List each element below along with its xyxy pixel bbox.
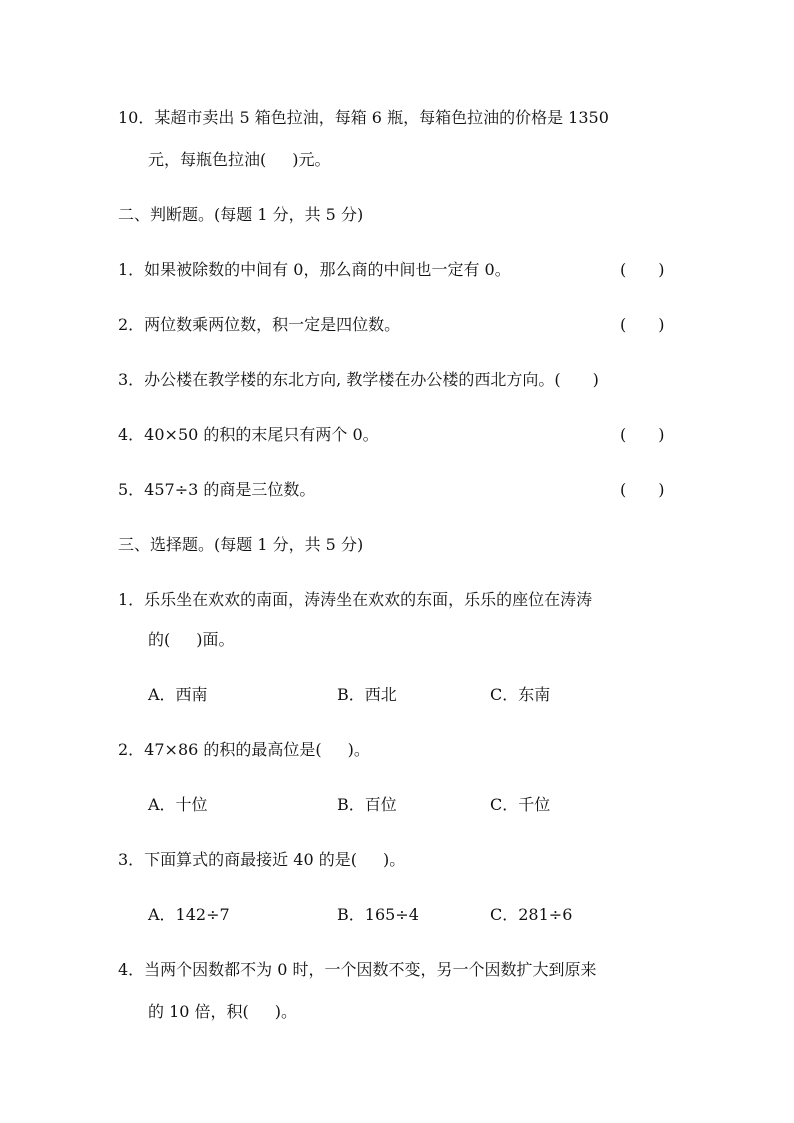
mc-q1-option-a[interactable]: A．西南 bbox=[148, 685, 208, 704]
mc-q2-option-b[interactable]: B．百位 bbox=[337, 795, 397, 814]
mc-q4-line2-text: 的 10 倍，积( bbox=[148, 1002, 249, 1021]
tf-item-4-text: 4．40×50 的积的末尾只有两个 0。 bbox=[118, 425, 379, 444]
mc-q2-option-c[interactable]: C．千位 bbox=[490, 795, 551, 814]
tf-item-2-text: 2．两位数乘两位数，积一定是四位数。 bbox=[118, 315, 401, 334]
mc-q4-line1: 4．当两个因数都不为 0 时，一个因数不变，另一个因数扩大到原来 bbox=[118, 960, 597, 979]
mc-q3-line bbox=[118, 850, 405, 870]
section2-heading: 二、判断题。(每题 1 分，共 5 分) bbox=[118, 205, 364, 224]
mc-q1-line2 bbox=[148, 630, 235, 650]
mc-q2-option-a[interactable]: A．十位 bbox=[148, 795, 208, 814]
section3-heading: 三、选择题。(每题 1 分，共 5 分) bbox=[118, 535, 364, 554]
tf-item-1-text: 1．如果被除数的中间有 0，那么商的中间也一定有 0。 bbox=[118, 260, 511, 279]
tf-item-1-answer-blank[interactable]: ( ) bbox=[620, 260, 665, 279]
mc-q3-text: 3．下面算式的商最接近 40 的是( bbox=[118, 850, 357, 869]
mc-q4-line2-tail: )。 bbox=[274, 1002, 298, 1021]
mc-q2-line bbox=[118, 740, 370, 760]
mc-q3-option-c[interactable]: C．281÷6 bbox=[490, 905, 573, 924]
tf-item-3-text: 3．办公楼在教学楼的东北方向, 教学楼在办公楼的西北方向。( ) bbox=[118, 370, 599, 389]
tf-item-5-answer-blank[interactable]: ( ) bbox=[620, 480, 665, 499]
mc-q1-option-c[interactable]: C．东南 bbox=[490, 685, 551, 704]
mc-q2-tail: )。 bbox=[347, 740, 370, 759]
mc-q1-line2-text: 的( bbox=[148, 630, 171, 649]
mc-q2-text: 2．47×86 的积的最高位是( bbox=[118, 740, 322, 759]
mc-q3-option-b[interactable]: B．165÷4 bbox=[337, 905, 419, 924]
mc-q1-option-b[interactable]: B．西北 bbox=[337, 685, 397, 704]
mc-q3-option-a[interactable]: A．142÷7 bbox=[148, 905, 230, 924]
tf-item-5-text: 5．457÷3 的商是三位数。 bbox=[118, 480, 316, 499]
q10-line2-text: 元，每瓶色拉油( bbox=[148, 150, 267, 169]
mc-q1-line2-tail: )面。 bbox=[196, 630, 235, 649]
q10-line2 bbox=[148, 150, 331, 170]
tf-item-2-answer-blank[interactable]: ( ) bbox=[620, 315, 665, 334]
mc-q1-line1: 1．乐乐坐在欢欢的南面，涛涛坐在欢欢的东面，乐乐的座位在涛涛 bbox=[118, 590, 593, 609]
mc-q3-tail: )。 bbox=[382, 850, 406, 869]
q10-line2-tail: )元。 bbox=[292, 150, 331, 169]
q10-line1: 10．某超市卖出 5 箱色拉油，每箱 6 瓶，每箱色拉油的价格是 1350 bbox=[118, 108, 609, 127]
tf-item-4-answer-blank[interactable]: ( ) bbox=[620, 425, 665, 444]
mc-q4-line2 bbox=[148, 1002, 297, 1022]
